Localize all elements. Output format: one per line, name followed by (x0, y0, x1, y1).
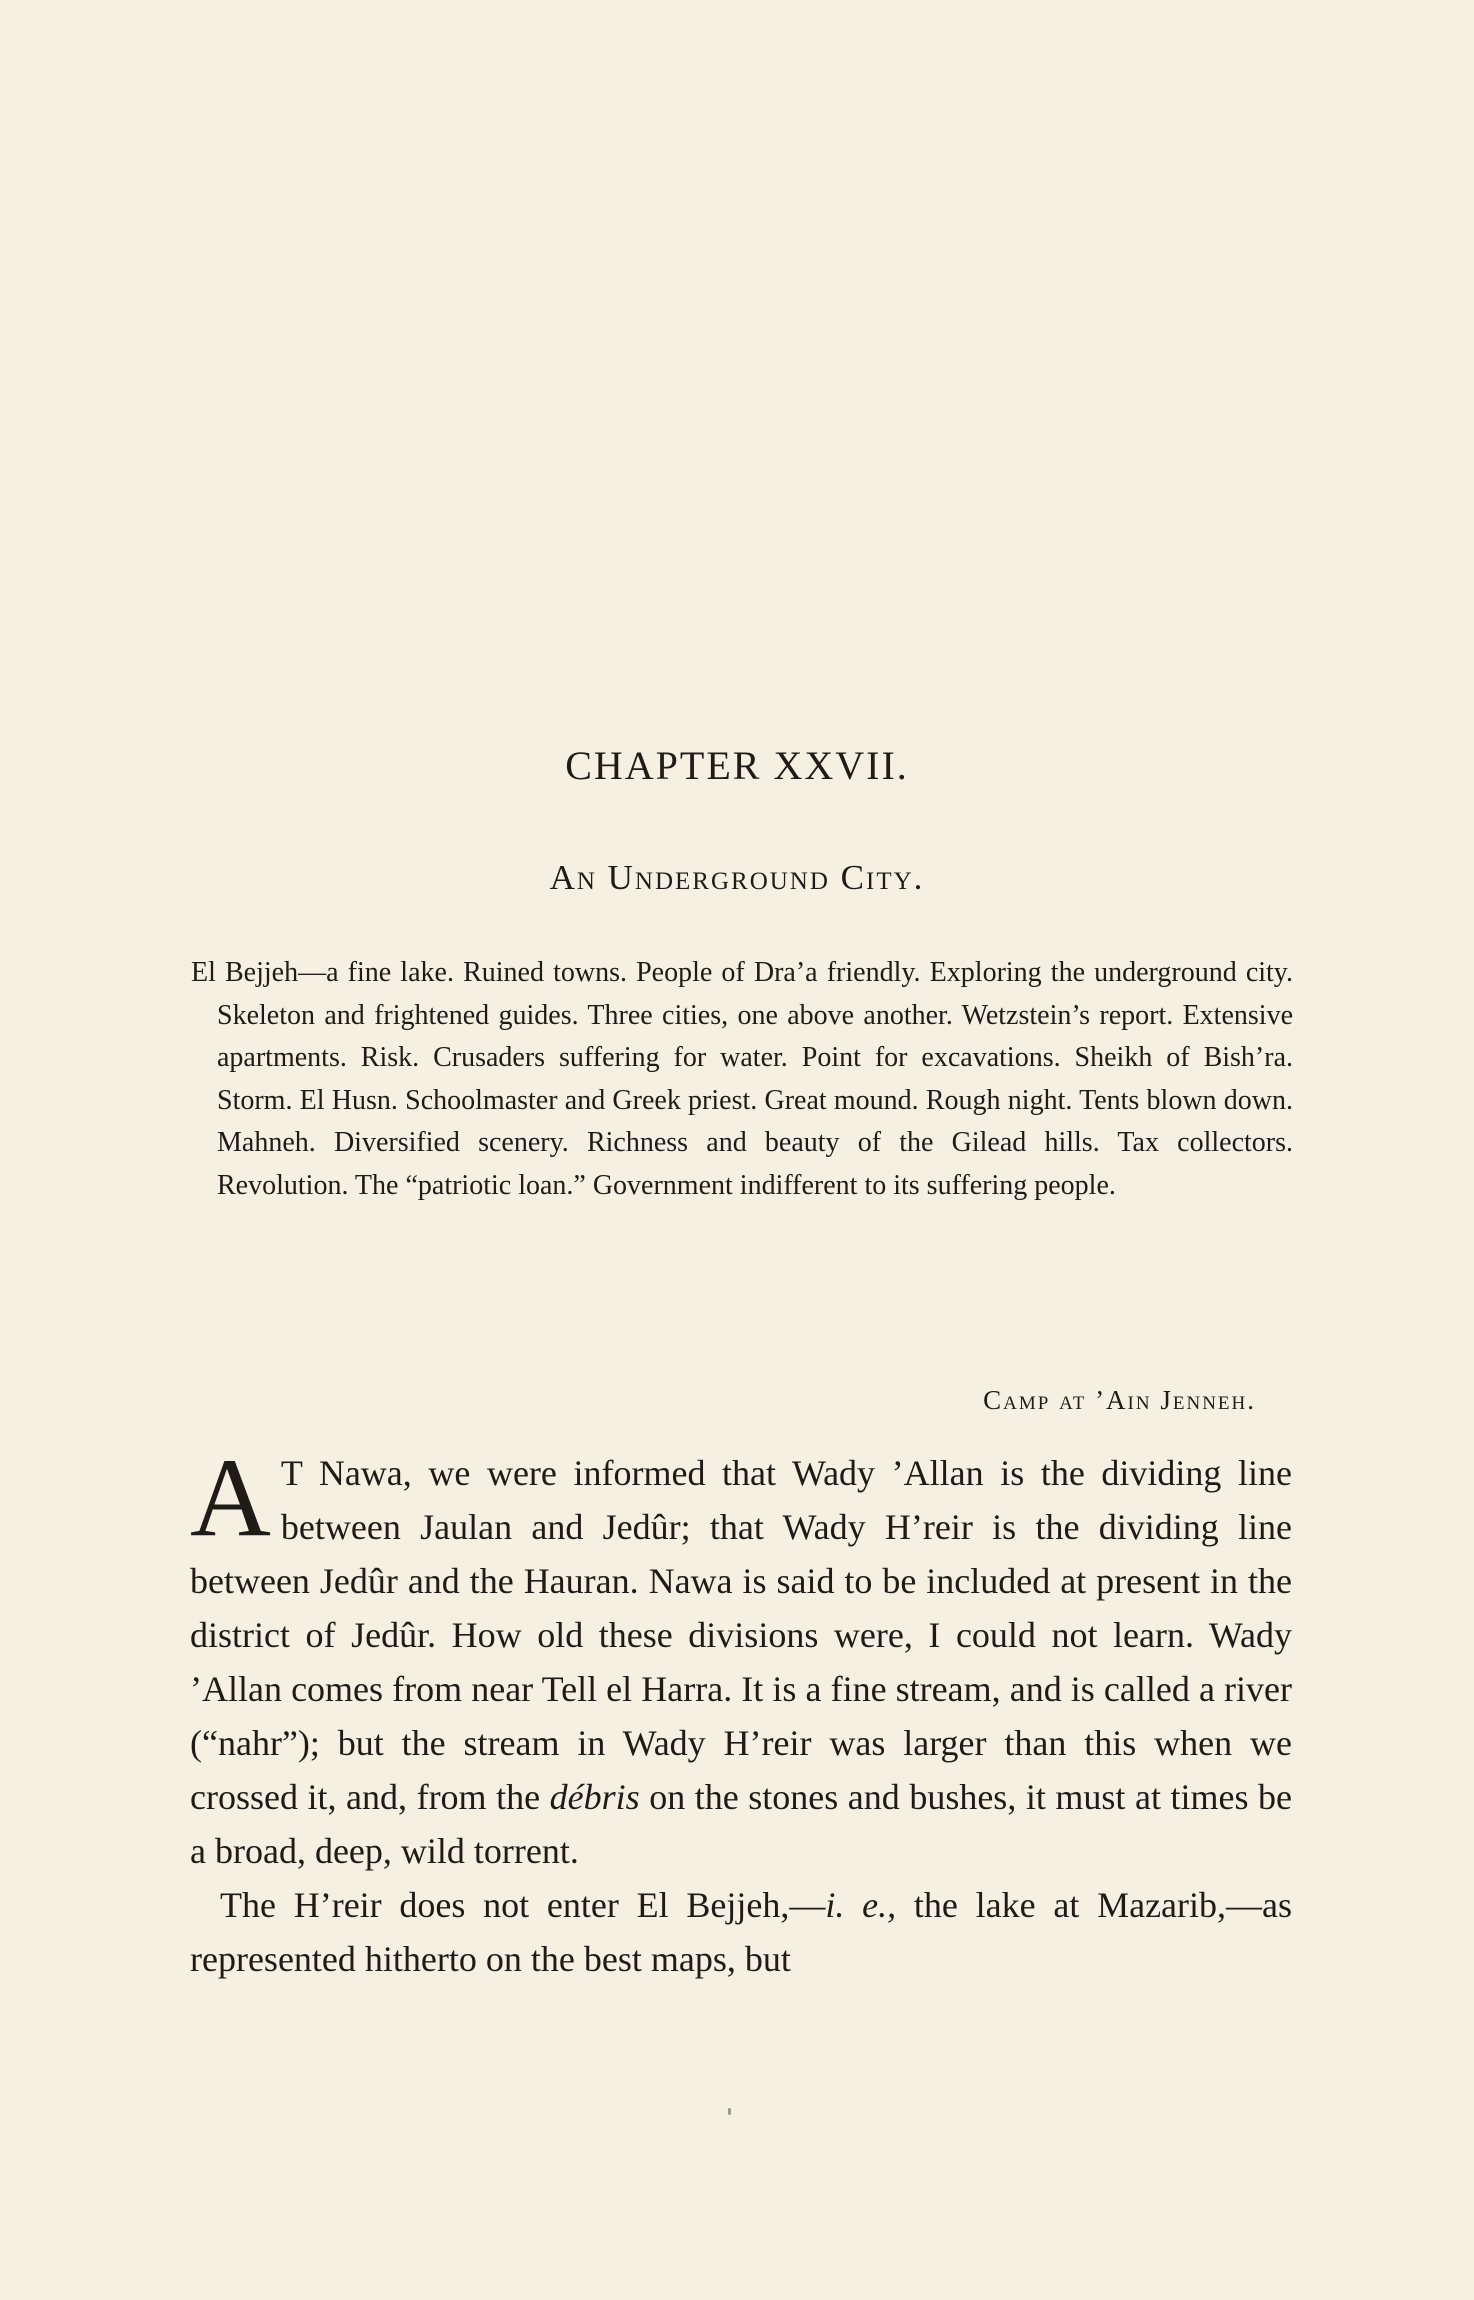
chapter-subtitle: An Underground City. (549, 858, 925, 897)
chapter-synopsis: El Bejjeh—a fine lake. Ruined towns. People of Dra’a friendly. Exploring the underground city. Skeleton and frightened guides. Three cities, one above another. Wetzstein’s report. Extensive apartments. Risk. Crusaders suffering for water. Point for excavations. Sheikh of Bish’ra. Storm. El Husn. Schoolmaster and Greek priest. Great mound. Rough night. Tents blown down. Mahneh. Diversified scenery. Richness and beauty of the Gilead hills. Tax collectors. Revolution. The “patriotic loan.” Government indifferent to its suffering people. (191, 957, 1293, 1201)
paragraph-1 (190, 1436, 1293, 1878)
body-text (190, 1436, 1293, 1986)
paragraph-2-start: The H’reir does not enter El Bejjeh,— (220, 1885, 826, 1925)
ink-speck (728, 2108, 731, 2115)
paragraph-1-text: AT Nawa, we were informed that Wady ’Allan is the dividing line between Jaulan and Jedûr; that Wady H’reir is the dividing line between Jedûr and the Hauran. Nawa is said to be included at present in the district of Jedûr. How old these divisions were, I could not learn. Wady ’Allan comes from near Tell el Harra. It is a fine stream, and is called a river (“nahr”); but the stream in Wady H’reir was larger than this when we crossed it, and, from the (190, 1436, 1292, 1817)
paragraph-2-tail: the lake at Mazarib,—as represented hitherto on the best maps, but (190, 1885, 1293, 1979)
paragraph-1-italic: débris (549, 1777, 640, 1817)
dateline: Camp at ’Ain Jenneh. (983, 1385, 1256, 1415)
chapter-title: CHAPTER XXVII. (565, 743, 909, 788)
paragraph-2 (190, 1878, 1292, 1986)
paragraph-2-italic: i. e., (825, 1885, 897, 1925)
paragraph-1-tail: on the stones and bushes, it must at times be a broad, deep, wild torrent. (190, 1777, 1293, 1871)
